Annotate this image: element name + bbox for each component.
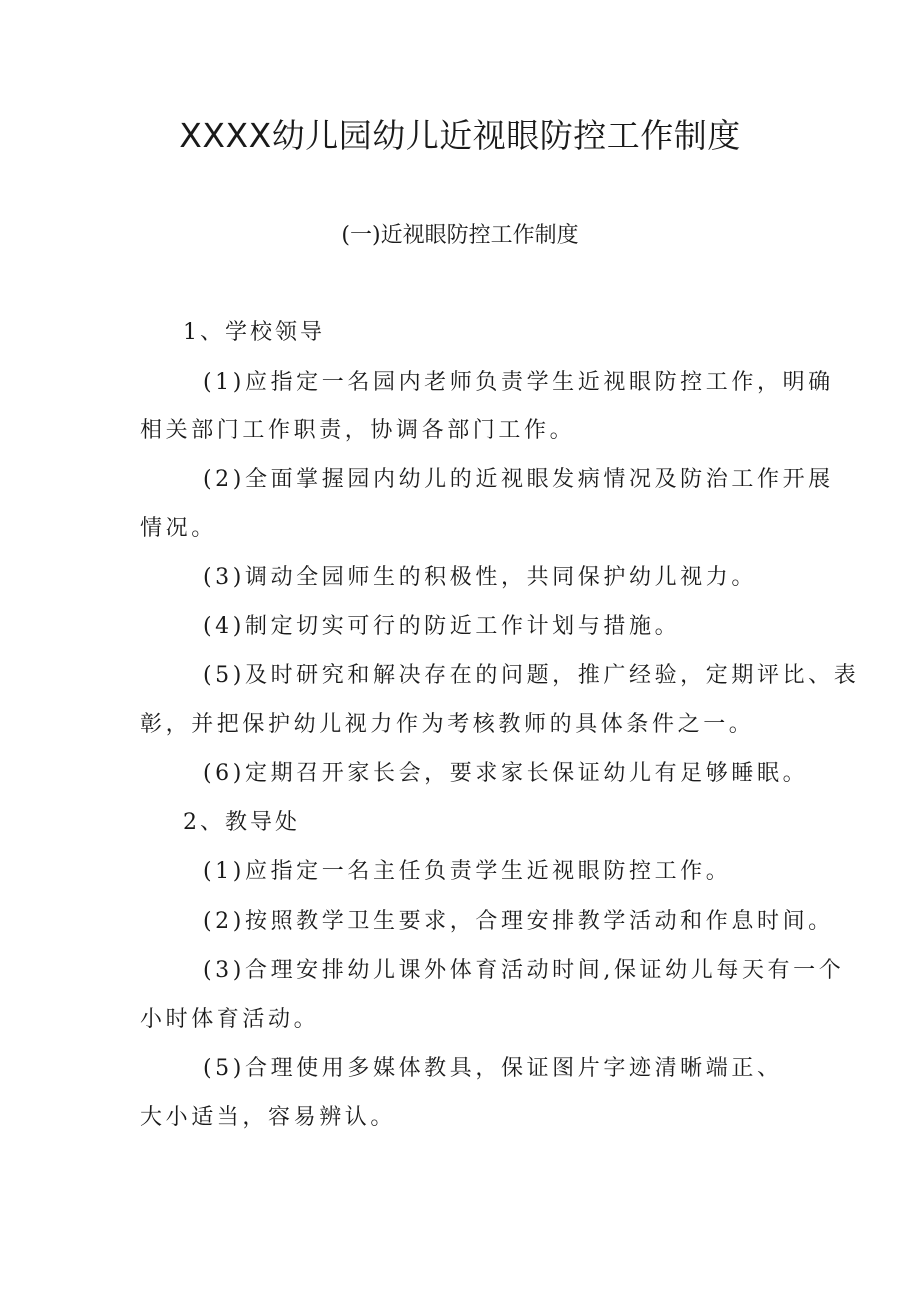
section-subtitle: (一)近视眼防控工作制度	[341, 223, 579, 248]
paragraph-line: (5)及时研究和解决存在的问题，推广经验，定期评比、表	[203, 663, 860, 688]
paragraph-line: 小时体育活动。	[140, 1007, 320, 1032]
section-heading-academic-office: 2、教导处	[183, 810, 300, 835]
paragraph-line: (3)合理安排幼儿课外体育活动时间,保证幼儿每天有一个	[203, 958, 845, 983]
paragraph-line: 彰，并把保护幼儿视力作为考核教师的具体条件之一。	[140, 712, 755, 737]
paragraph-line: (1)应指定一名园内老师负责学生近视眼防控工作，明确	[203, 370, 834, 395]
paragraph-line: (4)制定切实可行的防近工作计划与措施。	[203, 614, 681, 639]
section-heading-school-leadership: 1、学校领导	[183, 320, 325, 345]
paragraph-line: (3)调动全园师生的积极性，共同保护幼儿视力。	[203, 565, 757, 590]
paragraph-line: (5)合理使用多媒体教具，保证图片字迹清晰端正、	[203, 1056, 783, 1081]
paragraph-line: (1)应指定一名主任负责学生近视眼防控工作。	[203, 859, 732, 884]
paragraph-line: (2)全面掌握园内幼儿的近视眼发病情况及防治工作开展	[203, 467, 834, 492]
paragraph-line: 相关部门工作职责，协调各部门工作。	[140, 418, 576, 443]
paragraph-line: 大小适当，容易辨认。	[140, 1105, 397, 1130]
document-title: XXXX幼儿园幼儿近视眼防控工作制度	[179, 116, 741, 155]
paragraph-line: (2)按照教学卫生要求，合理安排教学活动和作息时间。	[203, 909, 834, 934]
paragraph-line: (6)定期召开家长会，要求家长保证幼儿有足够睡眠。	[203, 761, 809, 786]
paragraph-line: 情况。	[140, 516, 217, 541]
